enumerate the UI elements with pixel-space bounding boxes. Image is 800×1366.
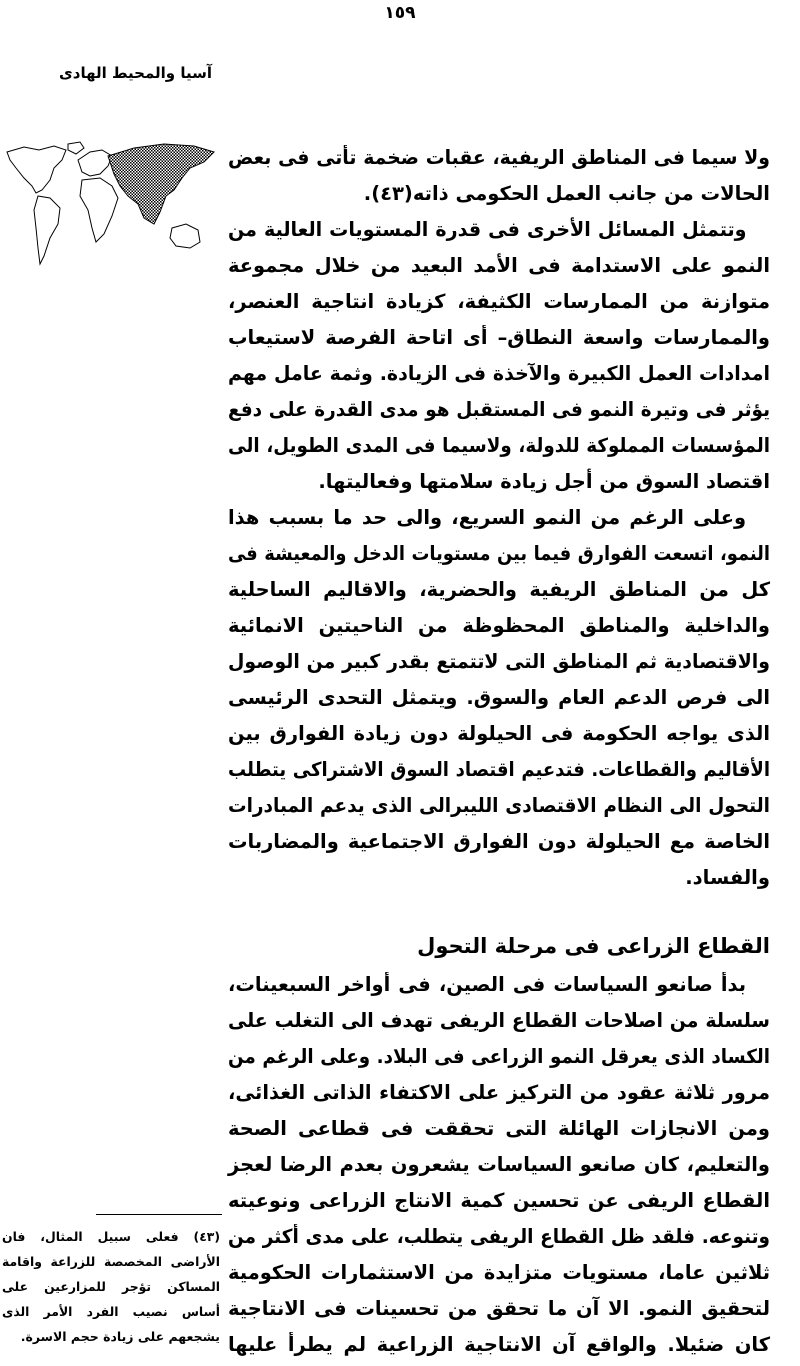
asia-highlight — [108, 144, 214, 224]
text-line: يؤثر فى وتيرة النمو فى المستقبل هو مدى القدرة على دفع — [228, 398, 770, 421]
text-line: التحول الى النظام الاقتصادى الليبرالى الذى يدعم المبادرات — [228, 794, 770, 817]
greenland-outline — [68, 142, 84, 154]
text-line: النمو، اتسعت الفوارق فيما بين مستويات الدخل والمعيشة فى — [228, 542, 770, 565]
text-line: الخاصة مع الحيلولة دون الفوارق الاجتماعية والمضاربات — [228, 830, 770, 853]
text-line: كان ضئيلا. والواقع آن الانتاجية الزراعية لم يطرأ عليها — [228, 1333, 770, 1356]
page-number: ١٥٩ — [384, 3, 416, 23]
footnote-line: المساكن تؤجر للمزارعين على — [2, 1279, 220, 1294]
text-line: امدادات العمل الكبيرة والآخذة فى الزيادة. وثمة عامل مهم — [228, 362, 770, 385]
text-line: ومن الانجازات الهائلة التى تحققت فى قطاعى الصحة — [228, 1117, 770, 1140]
footnote-divider — [96, 1214, 222, 1215]
text-line: الحالات من جانب العمل الحكومى ذاته(٤٣). — [363, 182, 770, 205]
text-line: والممارسات واسعة النطاق– أى اتاحة الفرصة لاستيعاب — [228, 326, 770, 349]
text-line: وتتمثل المسائل الأخرى فى قدرة المستويات العالية من — [228, 218, 747, 241]
body-text-section-1 — [228, 140, 770, 896]
text-line: القطاع الريفى عن تحسين كمية الانتاج الزراعى ونوعيته — [228, 1189, 770, 1212]
text-line: المؤسسات المملوكة للدولة، ولاسيما فى المدى الطويل، الى — [228, 434, 770, 457]
text-line: ثلاثين عاما، مستويات متزايدة من الاستثمارات الحكومية — [228, 1261, 770, 1284]
footnote-line: أساس نصيب الفرد الأمر الذى — [2, 1304, 220, 1319]
text-line: لتحقيق النمو. الا آن ما تحقق من تحسينات فى الانتاجية — [228, 1297, 770, 1320]
text-line: ولا سيما فى المناطق الريفية، عقبات ضخمة تأتى فى بعض — [228, 146, 770, 169]
footnote-line: (٤٣) فعلى سبيل المثال، فان — [2, 1229, 220, 1244]
footnote-line: الأراضى المخصصة للزراعة واقامة — [2, 1254, 220, 1269]
text-line: الذى يواجه الحكومة فى الحيلولة دون زيادة الفوارق بين — [228, 722, 770, 745]
text-line: النمو على الاستدامة فى الأمد البعيد من خلال مجموعة — [228, 254, 770, 277]
body-text-section-2 — [228, 967, 770, 1363]
footnote-line: يشجعهم على زيادة حجم الاسرة. — [20, 1329, 220, 1344]
text-line: والداخلية والمناطق المحظوظة من الناحيتين الانمائية — [228, 614, 770, 637]
text-line: كل من المناطق الريفية والحضرية، والاقاليم الساحلية — [228, 578, 770, 601]
section-heading: القطاع الزراعى فى مرحلة التحول — [417, 934, 770, 958]
africa-outline — [80, 178, 118, 242]
text-line: سلسلة من اصلاحات القطاع الريفى تهدف الى التغلب على — [228, 1009, 770, 1032]
text-line: والاقتصادية ثم المناطق التى لاتتمتع بقدر كبير من الوصول — [228, 650, 770, 673]
text-line: اقتصاد السوق من أجل زيادة سلامتها وفعاليتها. — [318, 470, 770, 493]
world-map-icon — [4, 138, 218, 268]
text-line: وعلى الرغم من النمو السريع، والى حد ما بسبب هذا — [228, 506, 747, 529]
text-line: والتعليم، كان صانعو السياسات يشعرون بعدم الرضا لعجز — [228, 1153, 770, 1176]
text-line: متوازنة من الممارسات الكثيفة، كزيادة انتاجية العنصر، — [228, 290, 770, 313]
text-line: الأقاليم والقطاعات. فتدعيم اقتصاد السوق الاشتراكى يتطلب — [228, 758, 770, 781]
footnote — [2, 1224, 220, 1349]
running-header: آسيا والمحيط الهادى — [59, 64, 212, 82]
north-america-outline — [7, 146, 66, 193]
text-line: الى فرص الدعم العام والسوق. ويتمثل التحدى الرئيسى — [228, 686, 770, 709]
text-line: والفساد. — [685, 866, 770, 889]
text-line: الكساد الذى يعرقل النمو الزراعى فى البلاد. وعلى الرغم من — [228, 1045, 770, 1068]
text-line: مرور ثلاثة عقود من التركيز على الاكتفاء الذاتى الغذائى، — [228, 1081, 770, 1104]
text-line: بدأ صانعو السياسات فى الصين، فى أواخر السبعينات، — [228, 973, 747, 996]
australia-outline — [170, 224, 200, 248]
europe-outline — [78, 150, 112, 176]
text-line: وتنوعه. فلقد ظل القطاع الريفى يتطلب، على مدى أكثر من — [228, 1225, 770, 1248]
south-america-outline — [34, 196, 60, 264]
